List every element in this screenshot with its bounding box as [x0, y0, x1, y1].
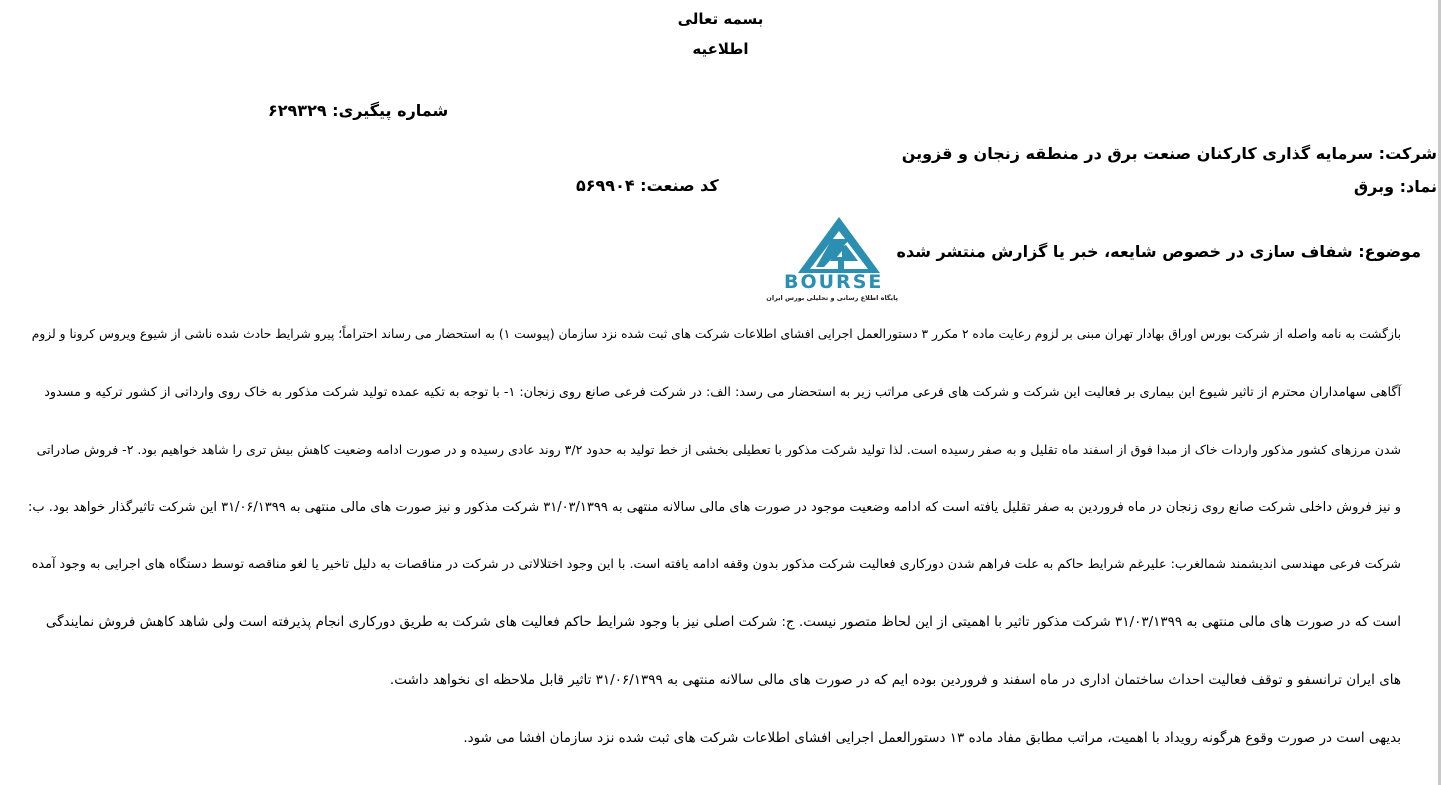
- body-line-2: آگاهی سهامداران محترم از تاثیر شیوع این بیماری بر فعالیت این شرکت و شرکت های فرعی مراتب زیر به استحضار می رسد: الف: در شرکت فرعی صانع روی زنجان: ۱- با توجه به تکیه عمده تولید شرکت مذکور به خاک روی وارداتی از کشور ترکیه و مسدود: [44, 385, 1401, 400]
- basmala: بسمه تعالی: [677, 10, 764, 28]
- page-title: اطلاعیه: [692, 40, 749, 58]
- tracking-number: [268, 101, 448, 120]
- logo-caption: پایگاه اطلاع رسانی و تحلیلی بورس ایران: [766, 294, 898, 302]
- subject-label: موضوع:: [1358, 242, 1421, 261]
- industry-code: [576, 176, 719, 195]
- symbol-line: [1354, 177, 1437, 196]
- company-line: [902, 144, 1437, 163]
- body-line-8: بدیهی است در صورت وقوع هرگونه رویداد با اهمیت، مراتب مطابق مفاد ماده ۱۳ دستورالعمل اجرایی افشای اطلاعات شرکت های ثبت شده نزد سازمان افشا می شود.: [463, 730, 1401, 746]
- subject-value: شفاف سازی در خصوص شایعه، خبر یا گزارش منتشر شده: [896, 242, 1353, 261]
- body-line-7: های ایران ترانسفو و توقف فعالیت احداث ساختمان اداری در ماه اسفند و فروردین بوده ایم که در صورت های مالی سالانه منتهی به ۳۱/۰۶/۱۳۹۹ تاثیر قابل ملاحظه ای نخواهد داشت.: [389, 672, 1401, 688]
- company-label: شرکت:: [1378, 144, 1437, 163]
- company-name: سرمایه گذاری کارکنان صنعت برق در منطقه زنجان و قزوین: [901, 144, 1374, 163]
- bourse-logo: [766, 215, 898, 307]
- industry-code-value: ۵۶۹۹۰۴: [576, 176, 635, 195]
- subject-line: [897, 242, 1421, 261]
- body-line-6: است که در صورت های مالی منتهی به ۳۱/۰۳/۱۳۹۹ شرکت مذکور تاثیر با اهمیتی از این لحاظ متصور نیست. ج: شرکت اصلی نیز با وجود شرایط حاکم فعالیت های شرکت به طریق دورکاری انجام پذیرفته است ولی شاهد کاهش فروش نمایندگی: [45, 614, 1401, 630]
- symbol-label: نماد:: [1399, 177, 1437, 196]
- body-line-3: شدن مرزهای کشور مذکور واردات خاک از مبدا فوق از اسفند ماه تقلیل و به صفر رسیده است. لذا تولید شرکت مذکور با تعطیلی بخشی از خط تولید به حدود ۳/۲ روند عادی رسیده و در صورت ادامه وضعیت کاهش بیش تری را شاهد خواهیم بود. ۲- فروش صادراتی: [36, 442, 1401, 457]
- body-line-1: بازگشت به نامه واصله از شرکت بورس اوراق بهادار تهران مبنی بر لزوم رعایت ماده ۲ مکرر ۳ دستورالعمل اجرایی افشای اطلاعات شرکت های ثبت شده نزد سازمان (پیوست ۱) به استحضار می رساند احتراماً؛ پیرو شرایط حادث شده ناشی از شیوع ویروس کرونا و لزوم: [31, 327, 1401, 341]
- symbol-value: وبرق: [1353, 177, 1395, 196]
- body-line-5: شرکت فرعی مهندسی اندیشمند شمالغرب: علیرغم شرایط حاکم به علت فراهم شدن دورکاری فعالیت شرکت مذکور بدون وقفه ادامه یافته است. با این وجود اختلالاتی در شرکت در مناقصات به دلیل تاخیر یا لغو مناقصه توسط دستگاه های اجرایی به وجود آمده: [31, 557, 1401, 572]
- logo-wordmark: BOURSE: [784, 271, 884, 293]
- body-line-4: و نیز فروش داخلی شرکت صانع روی زنجان در ماه فروردین به صفر تقلیل یافته است که ادامه وضعیت موجود در صورت های مالی سالانه منتهی به ۳۱/۰۳/۱۳۹۹ شرکت مذکور و نیز صورت های مالی منتهی به ۳۱/۰۶/۱۳۹۹ این شرکت تاثیرگذار خواهد بود. ب:: [28, 500, 1401, 515]
- tracking-value: ۶۲۹۳۲۹: [268, 101, 327, 120]
- industry-code-label: کد صنعت:: [640, 176, 719, 195]
- tracking-label: شماره پیگیری:: [332, 101, 449, 120]
